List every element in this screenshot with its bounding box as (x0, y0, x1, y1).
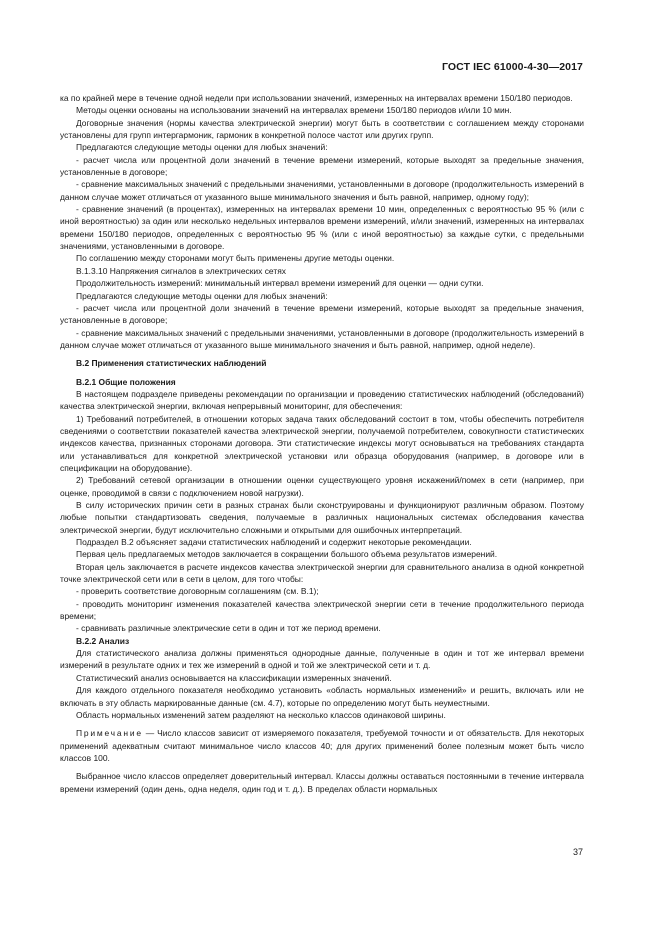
page-body (60, 92, 584, 795)
paragraph: Предлагаются следующие методы оценки для любых значений: (76, 142, 328, 153)
section-heading: В.2 Применения статистических наблюдений (76, 358, 267, 369)
paragraph: Продолжительность измерений: минимальный интервал времени измерений для оценки — одни сутки. (76, 278, 484, 289)
paragraph: ка по крайней мере в течение одной недели при использовании значений, измеренных на интервалах времени 150/180 периодов. (60, 93, 573, 103)
note-text: — Число классов зависит от измеряемого показателя, требуемой точности и от обязательств. Для некоторых применений адекватным считают минимальное число классов 40; для других применений более полезным может быть число классов 100. (60, 728, 584, 763)
subsection-heading: В.2.2 Анализ (76, 635, 130, 646)
list-item: - сравнение значений (в процентах), измеренных на интервалах времени 10 мин, определенных с вероятностью 95 % (или с иной вероятностью) за один или несколько недельных интервалов времени измерений, и/или значений, измеренных на интервалах времени 150/180 периодов, определенных с вероятностью 95 % (или с иной вероятностью) за каждые сутки, с предельными значениями, установленными в договоре. (60, 204, 584, 252)
paragraph: Методы оценки основаны на использовании значений на интервалах времени 150/180 периодов и/или 10 мин. (76, 105, 512, 116)
list-item: - расчет числа или процентной доли значений в течение времени измерений, которые выходят за предельные значения, установленные в договоре; (60, 302, 584, 326)
list-item: - проверить соответствие договорным соглашениям (см. В.1); (76, 586, 319, 597)
paragraph: По соглашению между сторонами могут быть применены другие методы оценки. (76, 253, 395, 264)
list-item: 2) Требований сетевой организации в отношении оценки существующего уровня искажений/помех в сети (например, при оценке, проводимой в связи с подключением новой нагрузки). (60, 475, 584, 498)
list-item: - расчет числа или процентной доли значений в течение времени измерений, которые выходят за предельные значения, установленные в договоре; (60, 154, 584, 178)
paragraph: Область нормальных изменений затем разделяют на несколько классов одинаковой ширины. (76, 709, 446, 720)
subsection-heading: В.1.3.10 Напряжения сигналов в электрических сетях (76, 265, 286, 276)
list-item: - проводить мониторинг изменения показателей качества электрической энергии сети в течение продолжительного периода времени; (60, 598, 584, 622)
paragraph: Для каждого отдельного показателя необходимо установить «область нормальных изменений» и решить, включать или не включать в эту область маркированные данные (см. 4.7), которые по определению могут быть неуместными. (60, 685, 584, 708)
paragraph: В силу исторических причин сети в разных странах были сконструированы и функционируют различным образом. Поэтому любые попытки стандартизовать сведения, получаемые в различных национальных системах обследования качества электрической энергии, будут исключительно сложными и открытыми для ошибочных интерпретаций. (60, 500, 584, 535)
list-item: - сравнение максимальных значений с предельными значениями, установленными в договоре (продолжительность измерений в данном случае может отличаться от указанного выше минимального значения и быть равной, например, одной неделе). (60, 327, 584, 350)
paragraph: Договорные значения (нормы качества электрической энергии) могут быть в соответствии с соглашением между сторонами установлены для групп интергармоник, гармоник в конкретной полосе частот или других групп. (60, 117, 584, 141)
paragraph: Первая цель предлагаемых методов заключается в сокращении большого объема результатов измерений. (76, 549, 498, 560)
paragraph: Вторая цель заключается в расчете индексов качества электрической энергии для сравнительного анализа в одной конкретной точке электрической сети или в сети в целом, для того чтобы: (60, 561, 584, 585)
subsection-heading: В.2.1 Общие положения (76, 376, 176, 387)
document-code: ГОСТ IEC 61000-4-30—2017 (441, 61, 583, 73)
note (60, 727, 584, 764)
paragraph: Выбранное число классов определяет доверительный интервал. Классы должны оставаться постоянными в течение интервала времени измерений (один день, одна неделя, один год и т. д.). В пределах области нормальных (60, 771, 584, 794)
paragraph: Предлагаются следующие методы оценки для любых значений: (76, 290, 328, 301)
list-item: 1) Требований потребителей, в отношении которых задача таких обследований состоит в том, чтобы обеспечить потребителя сведениями о соответствии показателей качества электрической энергии, получаемой потребителем, совокупности статистических индексов качества, признанных сторонами договора. Эти статистические индексы могут основываться на требованиях стандарта или устанавливаться для конкретной электрической установки или образца оборудования (например, в договоре или в спецификации на оборудование). (60, 413, 584, 473)
paragraph: Статистический анализ основывается на классификации измеренных значений. (76, 672, 392, 683)
paragraph: Для статистического анализа должны применяться однородные данные, полученные в один и тот же интервал времени измерений в результате одних и тех же измерений в одной и той же электрической сети и т. д. (60, 648, 584, 671)
list-item: - сравнение максимальных значений с предельными значениями, установленными в договоре (продолжительность измерений в данном случае может отличаться от указанного выше минимального значения и быть равной, например, одному году); (60, 179, 584, 202)
list-item: - сравнивать различные электрические сети в один и тот же период времени. (76, 623, 381, 634)
page-number: 37 (572, 847, 583, 857)
paragraph: Подраздел В.2 объясняет задачи статистических наблюдений и содержит некоторые рекомендации. (76, 537, 472, 548)
paragraph: В настоящем подразделе приведены рекомендации по организации и проведению статистических наблюдений (обследований) качества электрической энергии, включая непрерывный мониторинг, для обеспечения: (60, 388, 584, 412)
note-label: Примечание (76, 728, 143, 739)
